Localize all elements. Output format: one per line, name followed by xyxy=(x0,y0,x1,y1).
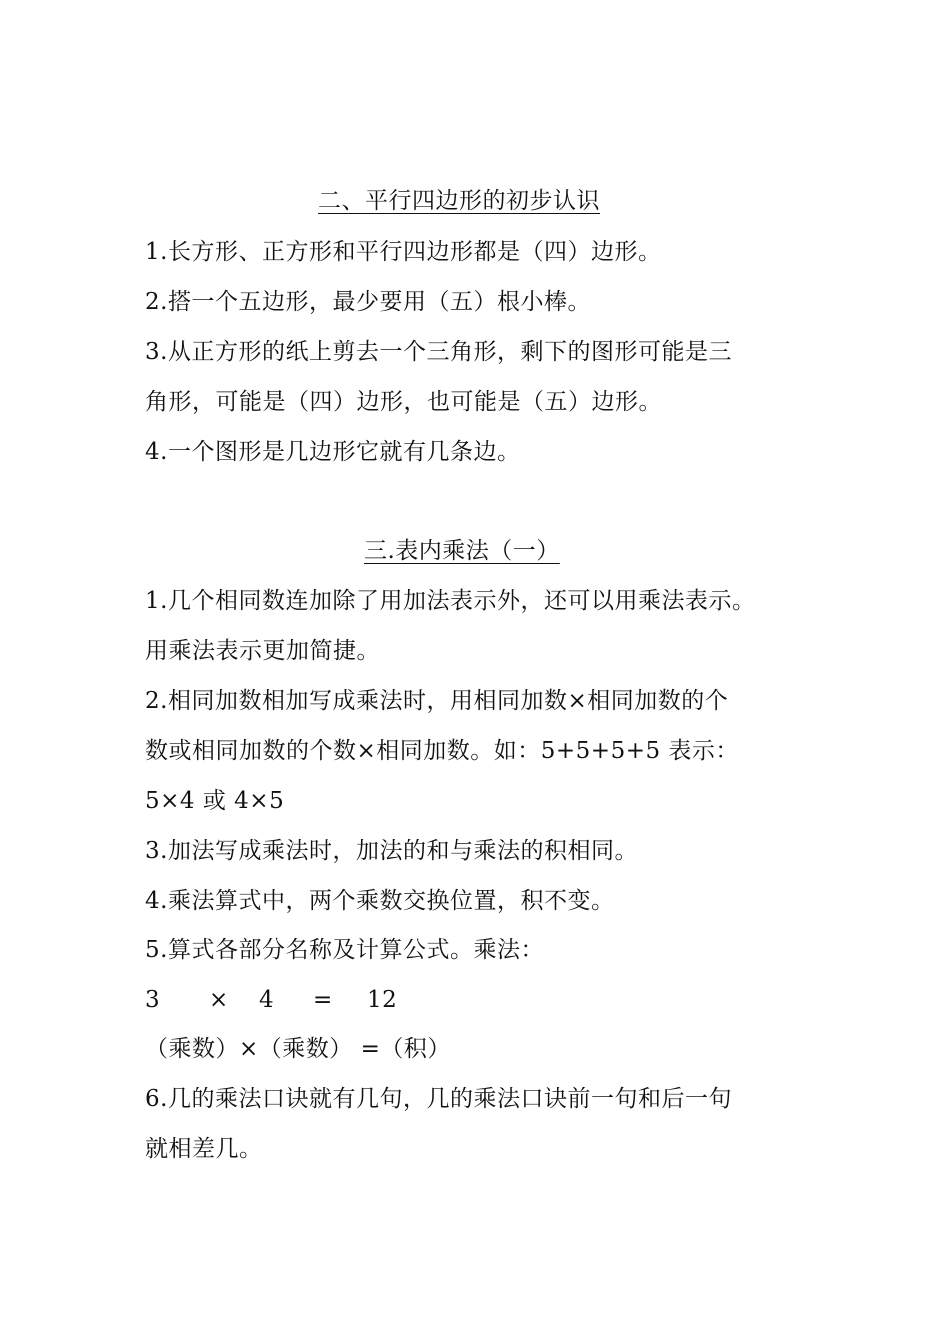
multiplication-formula xyxy=(145,985,397,1015)
section-2-title: 二、平行四边形的初步认识 xyxy=(318,188,600,214)
section-3-item-2-example: 5×4 或 4×5 xyxy=(145,788,285,814)
section-2-item-1: 1.长方形、正方形和平行四边形都是（四）边形。 xyxy=(145,239,662,265)
formula-factor-2: 4 xyxy=(259,987,275,1013)
section-3-item-6-continued: 就相差几。 xyxy=(145,1136,263,1162)
formula-equals-sign: = xyxy=(313,987,333,1013)
section-3-item-1: 1.几个相同数连加除了用加法表示外，还可以用乘法表示。 xyxy=(145,588,756,614)
section-2-item-4: 4.一个图形是几边形它就有几条边。 xyxy=(145,439,521,465)
section-2-item-3-continued: 角形，可能是（四）边形，也可能是（五）边形。 xyxy=(145,389,662,415)
formula-factor-1: 3 xyxy=(145,987,161,1013)
formula-times-sign: × xyxy=(209,987,229,1013)
section-3-item-3: 3.加法写成乘法时，加法的和与乘法的积相同。 xyxy=(145,838,638,864)
multiplication-formula-names: （乘数）×（乘数） =（积） xyxy=(145,1036,451,1062)
section-3-item-5: 5.算式各部分名称及计算公式。乘法： xyxy=(145,937,544,963)
section-2-item-2: 2.搭一个五边形，最少要用（五）根小棒。 xyxy=(145,289,591,315)
section-2-item-3: 3.从正方形的纸上剪去一个三角形，剩下的图形可能是三 xyxy=(145,339,732,365)
section-3-item-6: 6.几的乘法口诀就有几句，几的乘法口诀前一句和后一句 xyxy=(145,1086,732,1112)
section-3-item-1-continued: 用乘法表示更加简捷。 xyxy=(145,638,380,664)
section-3-item-4: 4.乘法算式中，两个乘数交换位置，积不变。 xyxy=(145,888,615,914)
section-3-title: 三.表内乘法（一） xyxy=(364,538,560,564)
section-3-item-2-continued: 数或相同加数的个数×相同加数。如：5+5+5+5 表示： xyxy=(145,738,739,764)
formula-product: 12 xyxy=(367,987,398,1013)
section-3-item-2: 2.相同加数相加写成乘法时，用相同加数×相同加数的个 xyxy=(145,688,729,714)
